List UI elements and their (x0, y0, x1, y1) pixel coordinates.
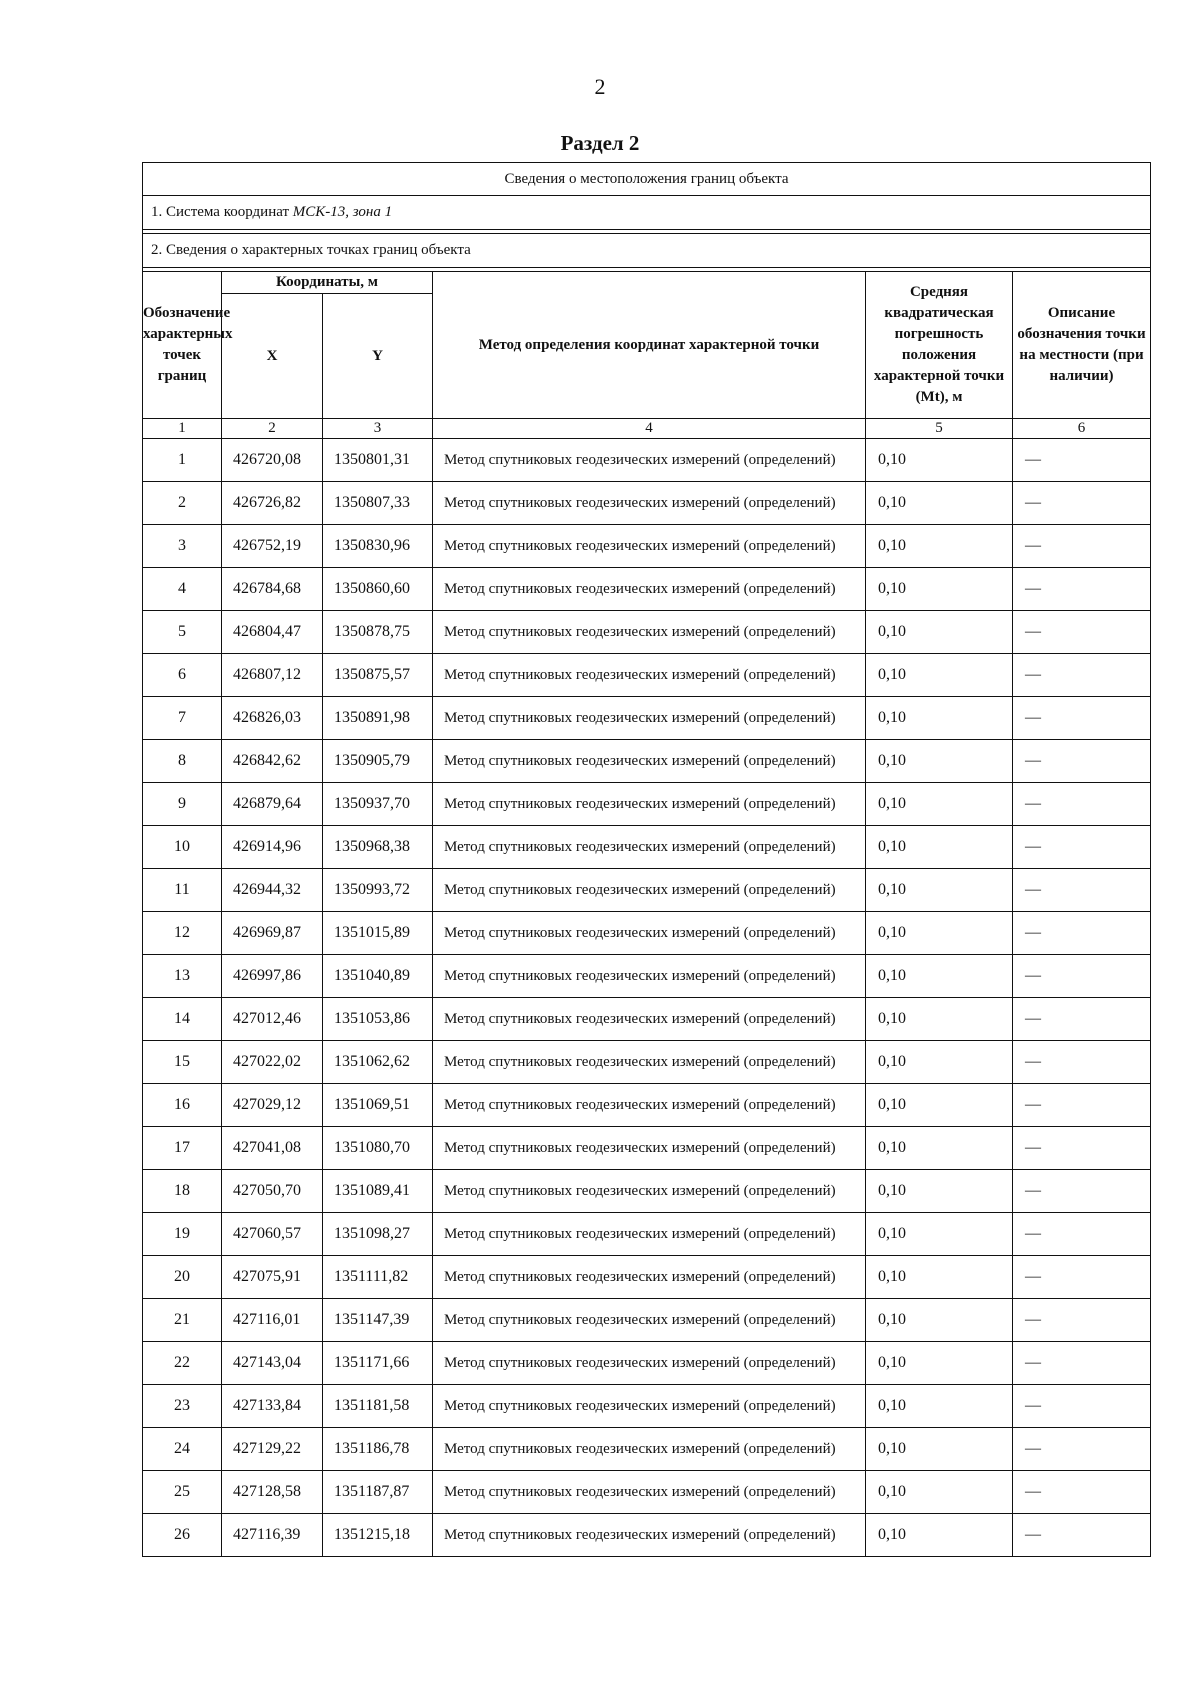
point-number: 3 (143, 525, 222, 568)
accuracy-cell: 0,10 (866, 1342, 1013, 1385)
column-number: 4 (433, 419, 866, 439)
coord-x: 427060,57 (222, 1213, 323, 1256)
accuracy-cell: 0,10 (866, 439, 1013, 482)
method-cell: Метод спутниковых геодезических измерений (определений) (433, 1428, 866, 1471)
point-number: 22 (143, 1342, 222, 1385)
description-cell: — (1013, 869, 1151, 912)
description-cell: — (1013, 783, 1151, 826)
coord-x: 427143,04 (222, 1342, 323, 1385)
accuracy-cell: 0,10 (866, 826, 1013, 869)
method-cell: Метод спутниковых геодезических измерений (определений) (433, 1385, 866, 1428)
header-x: X (222, 294, 323, 419)
accuracy-cell: 0,10 (866, 611, 1013, 654)
accuracy-cell: 0,10 (866, 1084, 1013, 1127)
description-cell: — (1013, 568, 1151, 611)
point-number: 19 (143, 1213, 222, 1256)
accuracy-cell: 0,10 (866, 869, 1013, 912)
coord-x: 426914,96 (222, 826, 323, 869)
coord-y: 1350937,70 (323, 783, 433, 826)
method-cell: Метод спутниковых геодезических измерений (определений) (433, 1299, 866, 1342)
header-y: Y (323, 294, 433, 419)
description-cell: — (1013, 1170, 1151, 1213)
method-cell: Метод спутниковых геодезических измерений (определений) (433, 783, 866, 826)
table-row (143, 1514, 1151, 1557)
column-number: 6 (1013, 419, 1151, 439)
coord-y: 1351080,70 (323, 1127, 433, 1170)
header-accuracy: Средняя квадратическая погрешность положения характерной точки (Mt), м (866, 272, 1013, 419)
method-cell: Метод спутниковых геодезических измерений (определений) (433, 1127, 866, 1170)
column-number: 3 (323, 419, 433, 439)
coord-x: 427129,22 (222, 1428, 323, 1471)
accuracy-cell: 0,10 (866, 1213, 1013, 1256)
method-cell: Метод спутниковых геодезических измерений (определений) (433, 525, 866, 568)
coord-y: 1350968,38 (323, 826, 433, 869)
coord-x: 426997,86 (222, 955, 323, 998)
coord-y: 1351069,51 (323, 1084, 433, 1127)
table-row (143, 1041, 1151, 1084)
table-banner: Сведения о местоположения границ объекта (143, 163, 1151, 196)
table-row (143, 955, 1151, 998)
point-number: 12 (143, 912, 222, 955)
points-section-title: 2. Сведения о характерных точках границ объекта (143, 234, 1151, 268)
table-row (143, 1127, 1151, 1170)
coord-x: 426944,32 (222, 869, 323, 912)
method-cell: Метод спутниковых геодезических измерений (определений) (433, 1256, 866, 1299)
point-number: 13 (143, 955, 222, 998)
point-number: 2 (143, 482, 222, 525)
point-number: 8 (143, 740, 222, 783)
table-row (143, 611, 1151, 654)
accuracy-cell: 0,10 (866, 912, 1013, 955)
table-row (143, 1256, 1151, 1299)
section-title: Раздел 2 (560, 131, 640, 155)
description-cell: — (1013, 697, 1151, 740)
method-cell: Метод спутниковых геодезических измерений (определений) (433, 740, 866, 783)
coord-x: 426726,82 (222, 482, 323, 525)
accuracy-cell: 0,10 (866, 525, 1013, 568)
coord-x: 426804,47 (222, 611, 323, 654)
description-cell: — (1013, 1428, 1151, 1471)
description-cell: — (1013, 826, 1151, 869)
coord-x: 426720,08 (222, 439, 323, 482)
header-designation: Обозначение характерных точек границ (143, 272, 222, 419)
coord-y: 1350875,57 (323, 654, 433, 697)
coord-y: 1350807,33 (323, 482, 433, 525)
accuracy-cell: 0,10 (866, 998, 1013, 1041)
coord-y: 1351147,39 (323, 1299, 433, 1342)
point-number: 6 (143, 654, 222, 697)
point-number: 26 (143, 1514, 222, 1557)
coord-system-row (143, 196, 1151, 230)
coord-y: 1350891,98 (323, 697, 433, 740)
method-cell: Метод спутниковых геодезических измерений (определений) (433, 1213, 866, 1256)
method-cell: Метод спутниковых геодезических измерений (определений) (433, 1170, 866, 1213)
point-number: 20 (143, 1256, 222, 1299)
coord-x: 426969,87 (222, 912, 323, 955)
method-cell: Метод спутниковых геодезических измерений (определений) (433, 1041, 866, 1084)
accuracy-cell: 0,10 (866, 482, 1013, 525)
point-number: 4 (143, 568, 222, 611)
method-cell: Метод спутниковых геодезических измерений (определений) (433, 869, 866, 912)
description-cell: — (1013, 1514, 1151, 1557)
coord-y: 1351053,86 (323, 998, 433, 1041)
accuracy-cell: 0,10 (866, 955, 1013, 998)
accuracy-cell: 0,10 (866, 568, 1013, 611)
coord-x: 427012,46 (222, 998, 323, 1041)
description-cell: — (1013, 1256, 1151, 1299)
table-row (143, 568, 1151, 611)
coord-y: 1351111,82 (323, 1256, 433, 1299)
method-cell: Метод спутниковых геодезических измерений (определений) (433, 439, 866, 482)
table-row (143, 439, 1151, 482)
coord-x: 426879,64 (222, 783, 323, 826)
coord-y: 1350905,79 (323, 740, 433, 783)
method-cell: Метод спутниковых геодезических измерений (определений) (433, 1471, 866, 1514)
coord-x: 426807,12 (222, 654, 323, 697)
table-row (143, 1385, 1151, 1428)
table-row (143, 783, 1151, 826)
table-body (143, 439, 1151, 1557)
table-row (143, 1428, 1151, 1471)
table-row (143, 998, 1151, 1041)
column-number: 5 (866, 419, 1013, 439)
coord-system-label: 1. Система координат (151, 204, 290, 220)
description-cell: — (1013, 482, 1151, 525)
column-number: 1 (143, 419, 222, 439)
coord-x: 427133,84 (222, 1385, 323, 1428)
point-number: 25 (143, 1471, 222, 1514)
boundary-points-table (142, 162, 1151, 1557)
coord-x: 427075,91 (222, 1256, 323, 1299)
coord-y: 1351181,58 (323, 1385, 433, 1428)
coord-y: 1351098,27 (323, 1213, 433, 1256)
point-number: 21 (143, 1299, 222, 1342)
description-cell: — (1013, 1471, 1151, 1514)
table-row (143, 740, 1151, 783)
coord-x: 426826,03 (222, 697, 323, 740)
coord-y: 1351015,89 (323, 912, 433, 955)
accuracy-cell: 0,10 (866, 783, 1013, 826)
coord-x: 427022,02 (222, 1041, 323, 1084)
point-number: 9 (143, 783, 222, 826)
coord-y: 1351089,41 (323, 1170, 433, 1213)
header-method: Метод определения координат характерной точки (433, 272, 866, 419)
method-cell: Метод спутниковых геодезических измерений (определений) (433, 568, 866, 611)
description-cell: — (1013, 912, 1151, 955)
coord-y: 1351062,62 (323, 1041, 433, 1084)
coord-y: 1351171,66 (323, 1342, 433, 1385)
coord-x: 427029,12 (222, 1084, 323, 1127)
accuracy-cell: 0,10 (866, 654, 1013, 697)
method-cell: Метод спутниковых геодезических измерений (определений) (433, 611, 866, 654)
coord-y: 1350801,31 (323, 439, 433, 482)
coord-x: 427116,39 (222, 1514, 323, 1557)
column-number: 2 (222, 419, 323, 439)
point-number: 16 (143, 1084, 222, 1127)
coord-x: 427050,70 (222, 1170, 323, 1213)
coord-x: 426752,19 (222, 525, 323, 568)
method-cell: Метод спутниковых геодезических измерений (определений) (433, 955, 866, 998)
point-number: 11 (143, 869, 222, 912)
accuracy-cell: 0,10 (866, 1471, 1013, 1514)
accuracy-cell: 0,10 (866, 1385, 1013, 1428)
description-cell: — (1013, 998, 1151, 1041)
description-cell: — (1013, 1084, 1151, 1127)
coord-y: 1351040,89 (323, 955, 433, 998)
accuracy-cell: 0,10 (866, 1256, 1013, 1299)
accuracy-cell: 0,10 (866, 1170, 1013, 1213)
table-row (143, 654, 1151, 697)
table-row (143, 912, 1151, 955)
page-number: 2 (594, 74, 606, 99)
point-number: 15 (143, 1041, 222, 1084)
column-numbers-row (143, 419, 1151, 439)
coord-x: 426842,62 (222, 740, 323, 783)
method-cell: Метод спутниковых геодезических измерений (определений) (433, 482, 866, 525)
description-cell: — (1013, 1342, 1151, 1385)
header-description: Описание обозначения точки на местности (при наличии) (1013, 272, 1151, 419)
coord-x: 427041,08 (222, 1127, 323, 1170)
accuracy-cell: 0,10 (866, 1041, 1013, 1084)
table-row (143, 1471, 1151, 1514)
point-number: 5 (143, 611, 222, 654)
point-number: 18 (143, 1170, 222, 1213)
method-cell: Метод спутниковых геодезических измерений (определений) (433, 1514, 866, 1557)
description-cell: — (1013, 1213, 1151, 1256)
table-row (143, 1342, 1151, 1385)
coord-system-value: МСК-13, зона 1 (292, 204, 393, 220)
coord-y: 1350878,75 (323, 611, 433, 654)
accuracy-cell: 0,10 (866, 740, 1013, 783)
point-number: 23 (143, 1385, 222, 1428)
point-number: 10 (143, 826, 222, 869)
table-row (143, 1299, 1151, 1342)
point-number: 17 (143, 1127, 222, 1170)
table-row (143, 1213, 1151, 1256)
description-cell: — (1013, 525, 1151, 568)
description-cell: — (1013, 1041, 1151, 1084)
method-cell: Метод спутниковых геодезических измерений (определений) (433, 654, 866, 697)
coord-y: 1351215,18 (323, 1514, 433, 1557)
table-row (143, 1170, 1151, 1213)
table-row (143, 869, 1151, 912)
method-cell: Метод спутниковых геодезических измерений (определений) (433, 998, 866, 1041)
description-cell: — (1013, 740, 1151, 783)
coord-y: 1351186,78 (323, 1428, 433, 1471)
method-cell: Метод спутниковых геодезических измерений (определений) (433, 1084, 866, 1127)
table-row (143, 826, 1151, 869)
point-number: 24 (143, 1428, 222, 1471)
table-row (143, 697, 1151, 740)
description-cell: — (1013, 1299, 1151, 1342)
description-cell: — (1013, 439, 1151, 482)
description-cell: — (1013, 955, 1151, 998)
description-cell: — (1013, 1127, 1151, 1170)
accuracy-cell: 0,10 (866, 1514, 1013, 1557)
coord-y: 1350993,72 (323, 869, 433, 912)
accuracy-cell: 0,10 (866, 697, 1013, 740)
method-cell: Метод спутниковых геодезических измерений (определений) (433, 1342, 866, 1385)
description-cell: — (1013, 1385, 1151, 1428)
method-cell: Метод спутниковых геодезических измерений (определений) (433, 697, 866, 740)
coord-x: 426784,68 (222, 568, 323, 611)
method-cell: Метод спутниковых геодезических измерений (определений) (433, 826, 866, 869)
accuracy-cell: 0,10 (866, 1127, 1013, 1170)
table-row (143, 1084, 1151, 1127)
coord-x: 427116,01 (222, 1299, 323, 1342)
point-number: 7 (143, 697, 222, 740)
table-row (143, 482, 1151, 525)
method-cell: Метод спутниковых геодезических измерений (определений) (433, 912, 866, 955)
coord-y: 1350830,96 (323, 525, 433, 568)
point-number: 1 (143, 439, 222, 482)
accuracy-cell: 0,10 (866, 1428, 1013, 1471)
point-number: 14 (143, 998, 222, 1041)
coord-x: 427128,58 (222, 1471, 323, 1514)
description-cell: — (1013, 654, 1151, 697)
coord-y: 1350860,60 (323, 568, 433, 611)
description-cell: — (1013, 611, 1151, 654)
coord-y: 1351187,87 (323, 1471, 433, 1514)
header-coordinates: Координаты, м (222, 272, 433, 294)
table-row (143, 525, 1151, 568)
accuracy-cell: 0,10 (866, 1299, 1013, 1342)
